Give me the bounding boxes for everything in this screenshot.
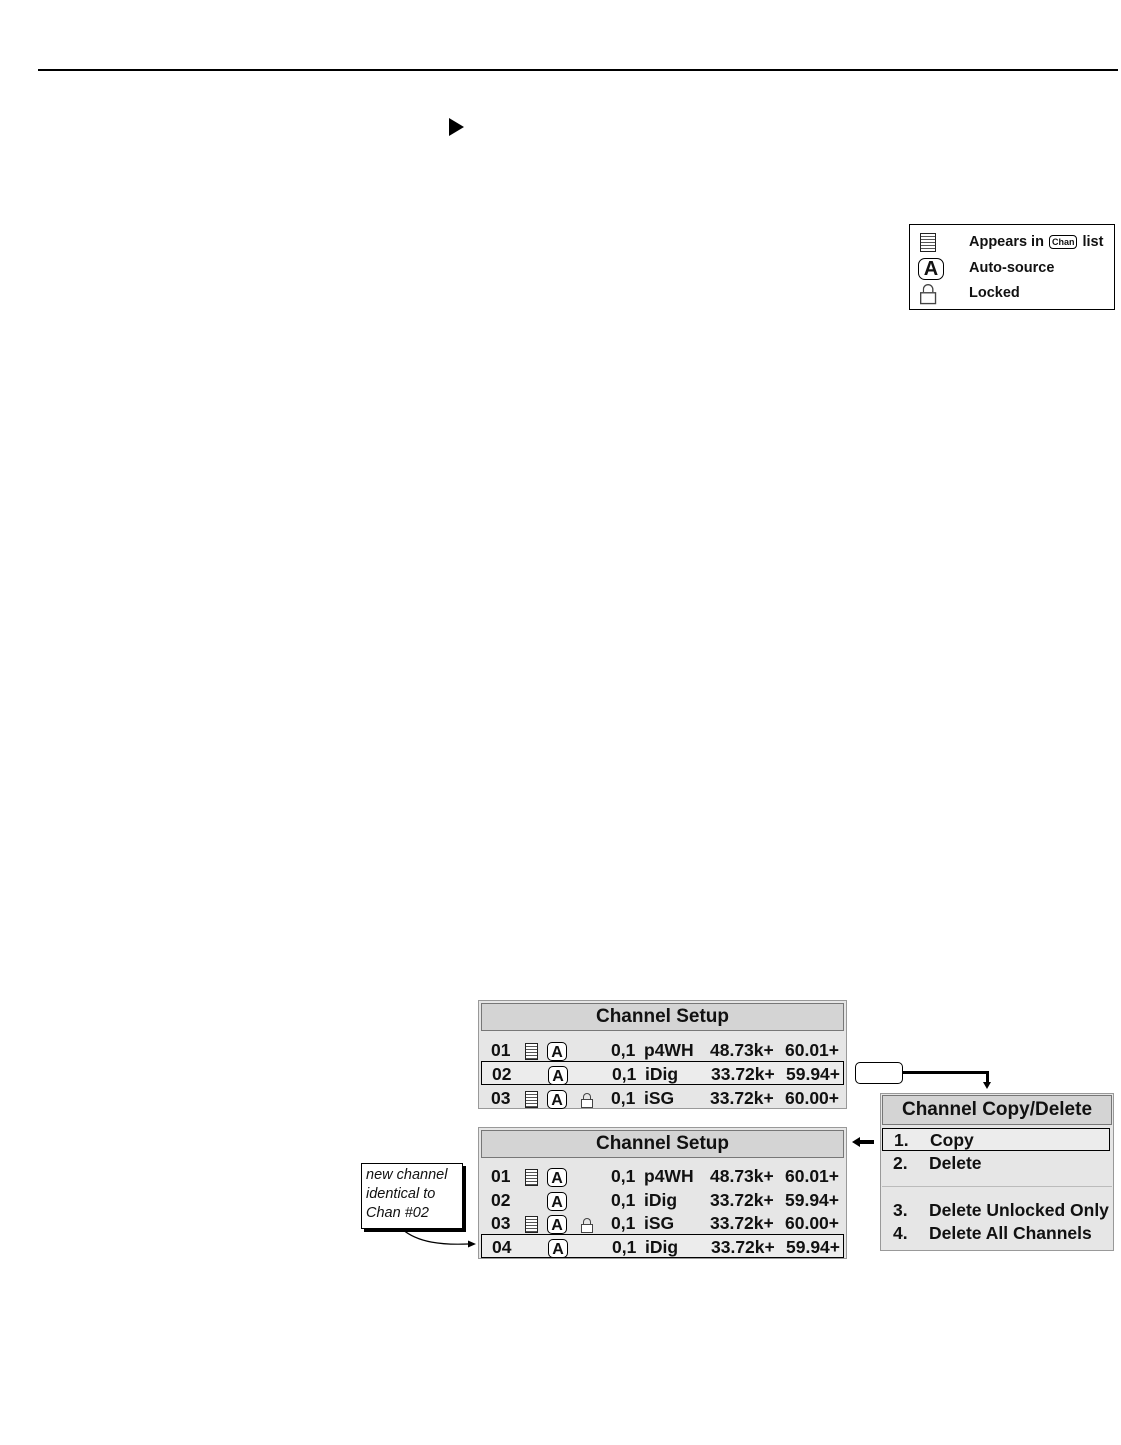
channel-number: 04 (492, 1236, 512, 1257)
legend-auto-label: Auto-source (969, 260, 1055, 276)
callout-note (361, 1163, 463, 1229)
callout-line: Chan #02 (366, 1205, 429, 1221)
channel-input: 0,1 (612, 1064, 637, 1084)
menu-item-delete-all[interactable]: 4. Delete All Channels (893, 1223, 1092, 1243)
channel-copy-delete-menu (880, 1093, 1114, 1251)
vertical-frequency: 59.94+ (786, 1236, 841, 1257)
vertical-frequency: 59.94+ (786, 1064, 841, 1084)
back-arrow-icon (852, 1137, 874, 1147)
callout-line: identical to (366, 1186, 436, 1202)
channel-input: 0,1 (611, 1213, 636, 1233)
chan-key-icon: Chan (1049, 235, 1078, 249)
legend-list-label: Appears in (969, 234, 1044, 250)
connector-line (903, 1071, 989, 1074)
horizontal-frequency: 33.72k+ (710, 1213, 774, 1233)
vertical-frequency: 60.01+ (785, 1040, 840, 1060)
channel-number: 01 (491, 1040, 511, 1060)
channel-row[interactable]: 01 0,1 p4WH 48.73k+ 60.01+ A (491, 1166, 840, 1187)
menu-separator (882, 1186, 1112, 1187)
channel-row[interactable]: 02 0,1 iDig 33.72k+ 59.94+ A (481, 1061, 844, 1085)
channel-name: iSG (644, 1213, 675, 1233)
channel-name: iDig (644, 1189, 678, 1210)
channel-input: 0,1 (611, 1189, 636, 1210)
play-arrow-icon (449, 118, 464, 136)
horizontal-frequency: 33.72k+ (711, 1236, 775, 1257)
channel-input: 0,1 (611, 1166, 636, 1186)
vertical-frequency: 60.00+ (785, 1213, 840, 1233)
icon-legend (909, 224, 1115, 310)
auto-source-icon: A (918, 258, 944, 280)
channel-row[interactable]: 03 0,1 iSG 33.72k+ 60.00+ A (491, 1213, 840, 1234)
connector-line-vertical (986, 1071, 989, 1082)
channel-row[interactable]: 02 0,1 iDig 33.72k+ 59.94+ A (491, 1189, 840, 1211)
legend-list-suffix: list (1082, 234, 1104, 250)
channel-number: 03 (491, 1088, 511, 1108)
menu-title: Channel Copy/Delete (882, 1095, 1112, 1125)
connector-arrowhead-icon (983, 1082, 991, 1089)
channel-number: 02 (492, 1064, 512, 1084)
channel-input: 0,1 (611, 1088, 636, 1108)
key-button-icon (855, 1062, 903, 1084)
channel-name: iDig (645, 1236, 679, 1257)
channel-setup-panel-before (478, 1000, 847, 1109)
header-rule (38, 69, 1118, 71)
horizontal-frequency: 33.72k+ (711, 1064, 775, 1084)
channel-name: iSG (644, 1088, 675, 1108)
legend-row-lock (910, 282, 1114, 306)
horizontal-frequency: 33.72k+ (710, 1189, 774, 1210)
panel-title: Channel Setup (481, 1130, 844, 1158)
channel-name: p4WH (644, 1166, 694, 1186)
menu-item-delete[interactable]: 2. Delete (893, 1153, 982, 1173)
channel-number: 03 (491, 1213, 511, 1233)
channel-name: p4WH (644, 1040, 694, 1060)
legend-row-list (910, 231, 1114, 255)
callout-pointer-arrow (398, 1225, 478, 1255)
menu-item-copy[interactable]: 1. Copy (882, 1128, 1110, 1151)
channel-number: 01 (491, 1166, 511, 1186)
horizontal-frequency: 48.73k+ (710, 1040, 774, 1060)
horizontal-frequency: 48.73k+ (710, 1166, 774, 1186)
channel-setup-panel-after (478, 1127, 847, 1259)
vertical-frequency: 60.01+ (785, 1166, 840, 1186)
channel-number: 02 (491, 1189, 511, 1210)
channel-row[interactable]: 01 0,1 p4WH 48.73k+ 60.01+ A (491, 1040, 840, 1061)
list-icon (920, 233, 936, 257)
panel-title: Channel Setup (481, 1003, 844, 1031)
callout-line: new channel (366, 1167, 448, 1183)
channel-input: 0,1 (612, 1236, 637, 1257)
channel-input: 0,1 (611, 1040, 636, 1060)
channel-name: iDig (645, 1064, 679, 1084)
vertical-frequency: 60.00+ (785, 1088, 840, 1108)
lock-icon (920, 284, 932, 303)
channel-row[interactable]: 04 0,1 iDig 33.72k+ 59.94+ A (481, 1234, 844, 1258)
vertical-frequency: 59.94+ (785, 1189, 840, 1210)
legend-row-auto (910, 257, 1114, 281)
legend-lock-label: Locked (969, 285, 1020, 301)
channel-row[interactable]: 03 0,1 iSG 33.72k+ 60.00+ A (491, 1088, 840, 1109)
horizontal-frequency: 33.72k+ (710, 1088, 774, 1108)
menu-item-delete-unlocked[interactable]: 3. Delete Unlocked Only (893, 1200, 1109, 1220)
